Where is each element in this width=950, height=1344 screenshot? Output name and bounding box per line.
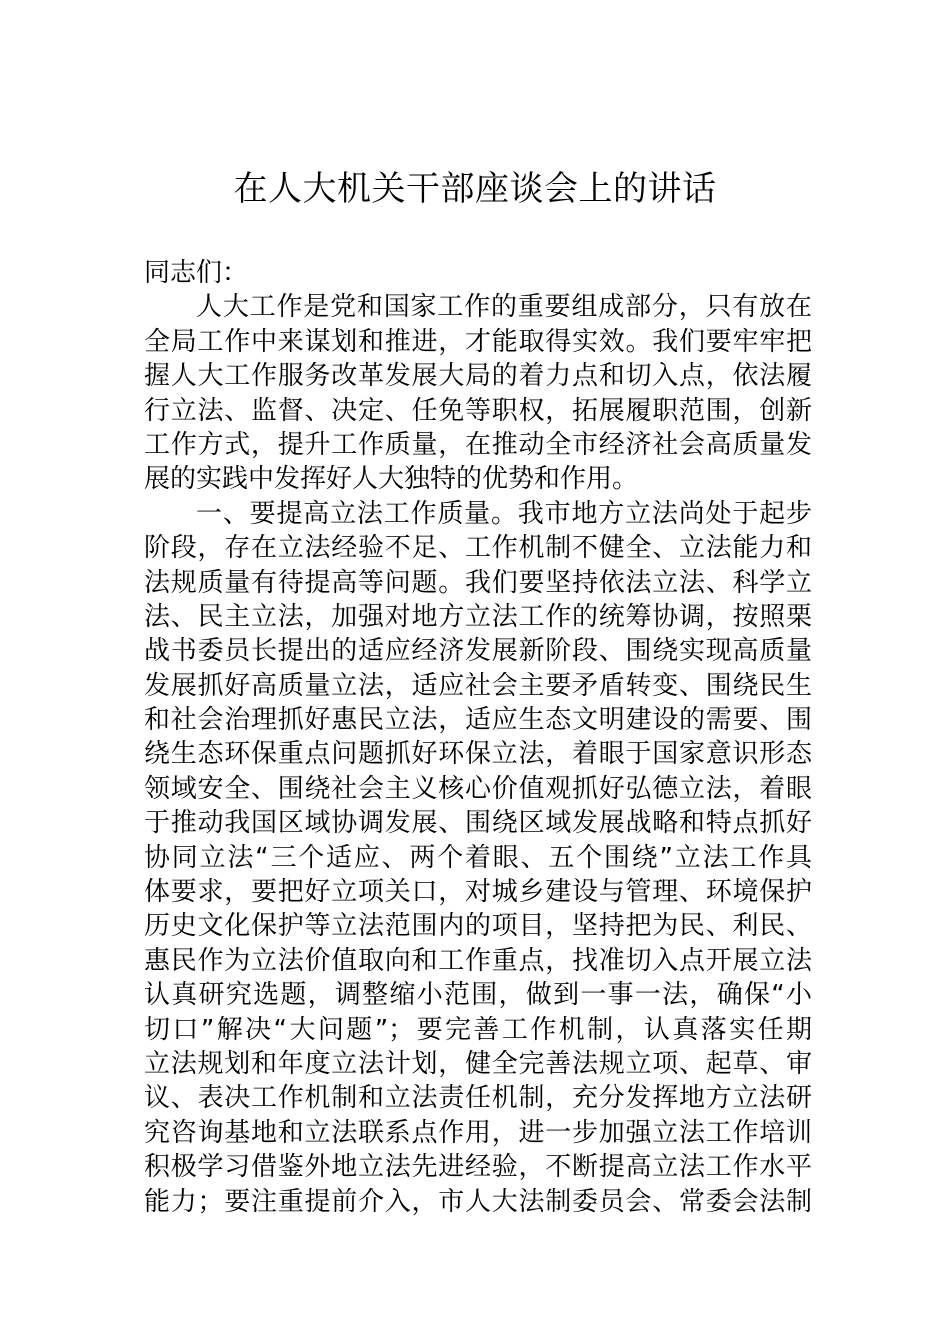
text-line: 战书委员长提出的适应经济发展新阶段、围绕实现高质量 bbox=[144, 636, 812, 667]
text-line: 阶段，存在立法经验不足、工作机制不健全、立法能力和 bbox=[144, 533, 812, 564]
text-line: 绕生态环保重点问题抓好环保立法，着眼于国家意识形态 bbox=[144, 739, 812, 770]
text-line: 行立法、监督、决定、任免等职权，拓展履职范围，创新 bbox=[144, 395, 812, 426]
text-line: 体要求，要把好立项关口，对城乡建设与管理、环境保护 bbox=[144, 877, 812, 908]
text-line: 发展抓好高质量立法，适应社会主要矛盾转变、围绕民生 bbox=[144, 670, 812, 701]
text-line: 领域安全、围绕社会主义核心价值观抓好弘德立法，着眼 bbox=[144, 773, 812, 804]
document-body bbox=[144, 256, 812, 1219]
text-line: 和社会治理抓好惠民立法，适应生态文明建设的需要、围 bbox=[144, 705, 812, 736]
text-line: 历史文化保护等立法范围内的项目，坚持把为民、利民、 bbox=[144, 911, 812, 942]
text-line: 工作方式，提升工作质量，在推动全市经济社会高质量发 bbox=[144, 429, 812, 460]
text-line: 究咨询基地和立法联系点作用，进一步加强立法工作培训 bbox=[144, 1117, 812, 1148]
text-line: 能力；要注重提前介入，市人大法制委员会、常委会法制 bbox=[144, 1186, 812, 1217]
text-line: 积极学习借鉴外地立法先进经验，不断提高立法工作水平 bbox=[144, 1152, 812, 1183]
text-line: 协同立法“三个适应、两个着眼、五个围绕”立法工作具 bbox=[144, 842, 812, 873]
text-line: 于推动我国区域协调发展、围绕区域发展战略和特点抓好 bbox=[144, 808, 812, 839]
text-line: 一、要提高立法工作质量。我市地方立法尚处于起步 bbox=[196, 498, 812, 529]
salutation: 同志们： bbox=[144, 258, 249, 288]
text-line: 议、表决工作机制和立法责任机制，充分发挥地方立法研 bbox=[144, 1083, 812, 1114]
text-line: 握人大工作服务改革发展大局的着力点和切入点，依法履 bbox=[144, 361, 812, 392]
text-line: 惠民作为立法价值取向和工作重点，找准切入点开展立法 bbox=[144, 945, 812, 976]
text-line: 认真研究选题，调整缩小范围，做到一事一法，确保“小 bbox=[144, 980, 812, 1011]
text-line: 人大工作是党和国家工作的重要组成部分，只有放在 bbox=[196, 292, 812, 323]
text-line: 切口”解决“大问题”；要完善工作机制，认真落实任期 bbox=[144, 1014, 812, 1045]
text-line: 立法规划和年度立法计划，健全完善法规立项、起草、审 bbox=[144, 1048, 812, 1079]
text-line: 全局工作中来谋划和推进，才能取得实效。我们要牢牢把 bbox=[144, 326, 812, 357]
page-title: 在人大机关干部座谈会上的讲话 bbox=[233, 169, 717, 209]
text-line: 法、民主立法，加强对地方立法工作的统筹协调，按照栗 bbox=[144, 601, 812, 632]
text-line: 法规质量有待提高等问题。我们要坚持依法立法、科学立 bbox=[144, 567, 812, 598]
text-line: 展的实践中发挥好人大独特的优势和作用。 bbox=[144, 464, 639, 495]
